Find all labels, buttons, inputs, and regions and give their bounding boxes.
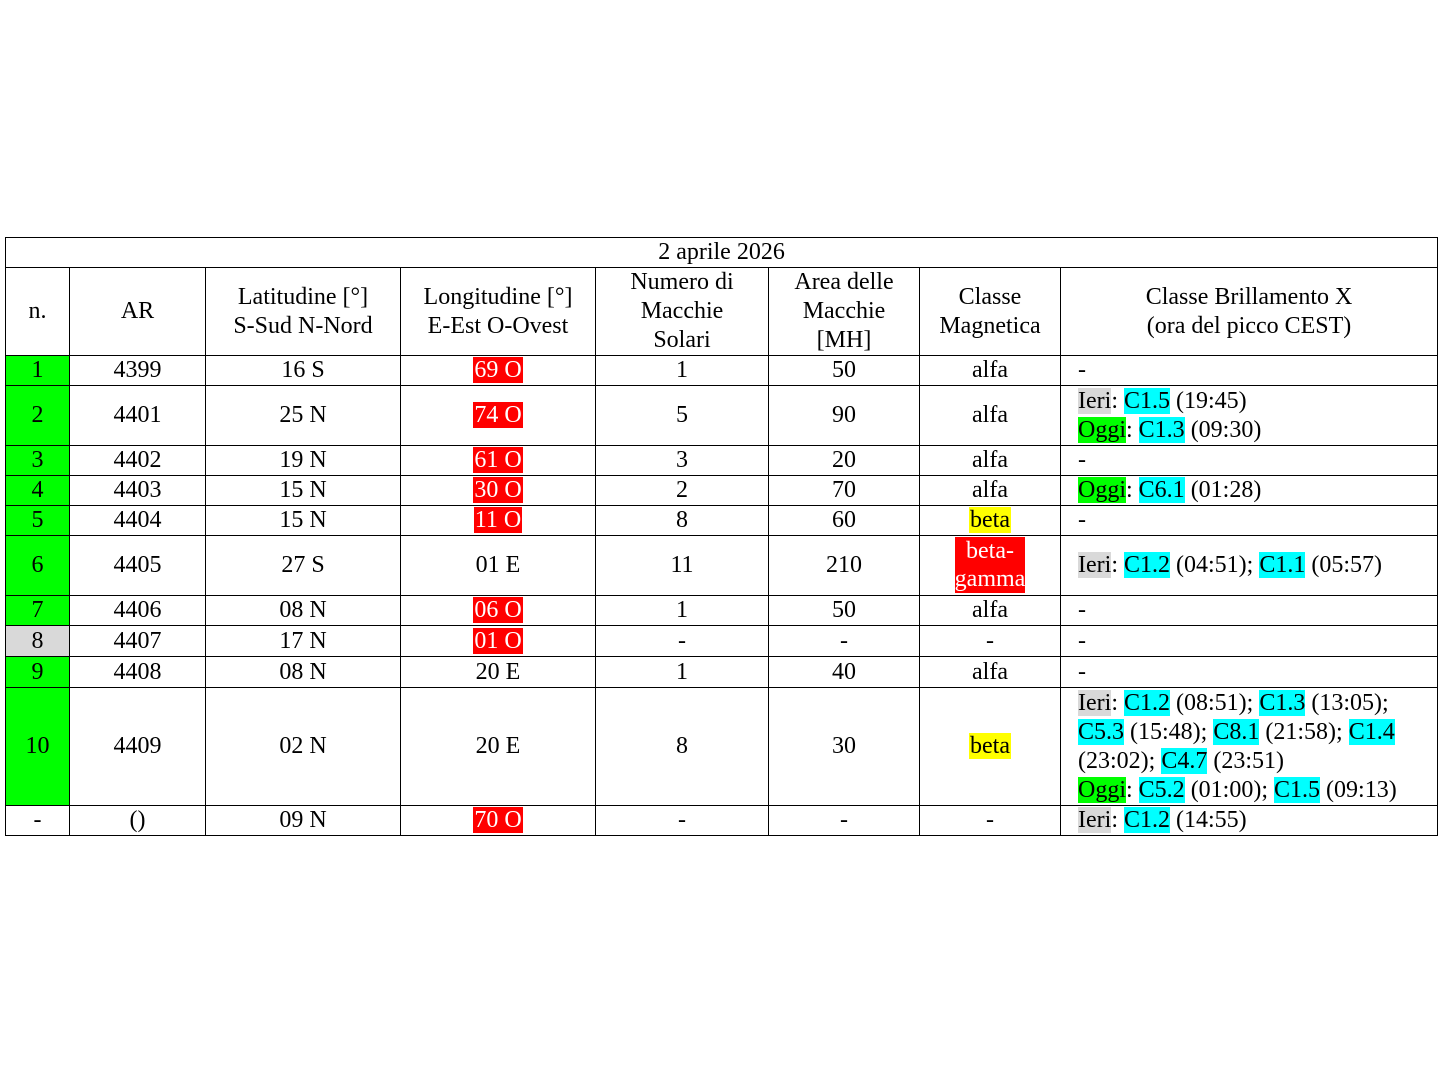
magnetic-class-value: alfa (972, 447, 1008, 473)
flare-text: (19:45) (1170, 387, 1247, 414)
longitude (401, 476, 596, 506)
header-magnetic-class-line2: Magnetica (939, 312, 1041, 339)
flare-class: C5.3 (1078, 718, 1125, 745)
latitude: 15 N (206, 506, 401, 536)
flare-text: - (1078, 507, 1086, 533)
sunspot-area: 30 (769, 688, 920, 806)
active-region: () (70, 806, 206, 836)
sunspot-area: 50 (769, 356, 920, 386)
flare-text: : (1126, 477, 1139, 503)
flare-events (1061, 506, 1438, 536)
sunspot-area: 70 (769, 476, 920, 506)
magnetic-class-value: alfa (972, 402, 1008, 428)
flare-class: C1.1 (1259, 552, 1306, 578)
sunspot-number: 2 (596, 476, 769, 506)
flare-day-label: Ieri (1078, 552, 1112, 578)
flare-text: (05:57) (1305, 552, 1382, 578)
flare-text: (21:58); (1259, 718, 1349, 745)
header-sunspot-number-line1: Numero di (630, 269, 734, 295)
row-number: 2 (6, 386, 70, 446)
header-n: n. (6, 268, 70, 356)
longitude (401, 596, 596, 626)
flare-class: C1.5 (1123, 387, 1170, 414)
magnetic-class (920, 657, 1061, 688)
latitude: 15 N (206, 476, 401, 506)
sunspot-number: - (596, 626, 769, 657)
flare-text: - (1078, 627, 1086, 654)
sunspot-number: 8 (596, 688, 769, 806)
magnetic-class (920, 446, 1061, 476)
header-flare-class-line1: Classe Brillamento X (1145, 283, 1353, 310)
flare-events (1061, 446, 1438, 476)
flare-text: - (1078, 597, 1086, 623)
flare-text: - (1078, 447, 1086, 473)
sunspot-number: - (596, 806, 769, 836)
header-sunspot-number (596, 268, 769, 356)
flare-class: C6.1 (1138, 477, 1185, 503)
latitude: 08 N (206, 596, 401, 626)
longitude (401, 536, 596, 596)
sunspot-area: 210 (769, 536, 920, 596)
row-number: 7 (6, 596, 70, 626)
latitude: 16 S (206, 356, 401, 386)
header-longitude (401, 268, 596, 356)
magnetic-class (920, 596, 1061, 626)
latitude: 17 N (206, 626, 401, 657)
flare-class: C5.2 (1138, 776, 1185, 803)
header-sunspot-area-line1: Area delle (794, 269, 894, 295)
flare-text: - (1078, 658, 1086, 685)
flare-class: C1.5 (1274, 776, 1321, 803)
active-region: 4406 (70, 596, 206, 626)
sunspot-table (5, 237, 1438, 836)
flare-text: (14:55) (1170, 807, 1247, 833)
flare-events (1061, 806, 1438, 836)
header-latitude (206, 268, 401, 356)
flare-events (1061, 476, 1438, 506)
flare-text: (13:05); (1305, 689, 1389, 716)
header-magnetic-class-line1: Classe (958, 283, 1022, 310)
magnetic-class (920, 626, 1061, 657)
sunspot-area: 40 (769, 657, 920, 688)
magnetic-class (920, 506, 1061, 536)
header-magnetic-class (920, 268, 1061, 356)
header-sunspot-number-line2: Macchie (640, 298, 724, 324)
active-region: 4409 (70, 688, 206, 806)
sunspot-number: 1 (596, 596, 769, 626)
flare-events (1061, 596, 1438, 626)
magnetic-class-value: beta (970, 507, 1010, 533)
row-number: 9 (6, 657, 70, 688)
flare-text: (01:28) (1184, 477, 1262, 503)
header-latitude-line2: S-Sud N-Nord (233, 312, 373, 339)
longitude-value: 01 E (475, 552, 521, 578)
flare-class: C1.3 (1138, 416, 1185, 443)
longitude (401, 356, 596, 386)
row-number: 1 (6, 356, 70, 386)
magnetic-class (920, 386, 1061, 446)
active-region: 4403 (70, 476, 206, 506)
magnetic-class-value: alfa (972, 597, 1008, 623)
flare-day-label: Oggi (1078, 477, 1126, 503)
longitude-value: 11 O (474, 507, 522, 533)
header-sunspot-area (769, 268, 920, 356)
flare-class: C1.2 (1123, 552, 1170, 578)
magnetic-class-value: beta (970, 733, 1010, 759)
flare-text: (23:51) (1207, 747, 1284, 774)
table-row (6, 626, 1438, 657)
active-region: 4407 (70, 626, 206, 657)
magnetic-class-part: beta- (966, 538, 1014, 564)
flare-text: (15:48); (1124, 718, 1214, 745)
longitude (401, 386, 596, 446)
longitude (401, 446, 596, 476)
flare-day-label: Oggi (1078, 776, 1126, 803)
table-row (6, 657, 1438, 688)
active-region: 4399 (70, 356, 206, 386)
flare-class: C1.3 (1259, 689, 1306, 716)
flare-text: : (1111, 689, 1124, 716)
magnetic-class-value (955, 537, 1026, 593)
sunspot-number: 11 (596, 536, 769, 596)
flare-text: : (1126, 776, 1139, 803)
table-row (6, 476, 1438, 506)
flare-text: : (1126, 416, 1139, 443)
flare-class: C8.1 (1213, 718, 1260, 745)
longitude (401, 688, 596, 806)
magnetic-class-value: - (986, 807, 994, 833)
longitude-value: 30 O (474, 477, 522, 503)
magnetic-class-value: alfa (972, 658, 1008, 685)
sunspot-area: 90 (769, 386, 920, 446)
magnetic-class (920, 806, 1061, 836)
flare-text: (09:30) (1184, 416, 1262, 443)
header-sunspot-area-line3: [MH] (816, 327, 872, 353)
longitude-value: 20 E (475, 658, 521, 685)
active-region: 4404 (70, 506, 206, 536)
header-ar: AR (70, 268, 206, 356)
sunspot-area: - (769, 806, 920, 836)
sunspot-area: 20 (769, 446, 920, 476)
flare-text: (01:00); (1184, 776, 1275, 803)
table-row (6, 688, 1438, 806)
table-row (6, 386, 1438, 446)
sunspot-number: 1 (596, 657, 769, 688)
active-region: 4401 (70, 386, 206, 446)
active-region: 4408 (70, 657, 206, 688)
longitude-value: 69 O (474, 357, 522, 383)
flare-text: (08:51); (1170, 689, 1260, 716)
table-row (6, 596, 1438, 626)
flare-day-label: Ieri (1078, 689, 1112, 716)
magnetic-class-value: - (986, 627, 994, 654)
sunspot-area: 50 (769, 596, 920, 626)
sunspot-number: 5 (596, 386, 769, 446)
flare-day-label: Oggi (1078, 416, 1126, 443)
latitude: 27 S (206, 536, 401, 596)
table-row (6, 506, 1438, 536)
magnetic-class (920, 476, 1061, 506)
row-number: 5 (6, 506, 70, 536)
flare-events (1061, 356, 1438, 386)
magnetic-class (920, 688, 1061, 806)
longitude-value: 61 O (474, 447, 522, 473)
flare-text: - (1078, 357, 1086, 383)
magnetic-class (920, 356, 1061, 386)
magnetic-class (920, 536, 1061, 596)
header-sunspot-number-line3: Solari (653, 327, 711, 353)
table-title: 2 aprile 2026 (6, 238, 1438, 268)
magnetic-class-part: gamma (954, 566, 1026, 592)
flare-events (1061, 688, 1438, 806)
header-latitude-line1: Latitudine [°] (237, 283, 369, 310)
longitude (401, 806, 596, 836)
row-number: 8 (6, 626, 70, 657)
latitude: 09 N (206, 806, 401, 836)
flare-class: C1.2 (1123, 807, 1170, 833)
flare-text: (23:02); (1078, 747, 1162, 774)
flare-day-label: Ieri (1078, 387, 1112, 414)
longitude (401, 626, 596, 657)
header-flare-class-line2: (ora del picco CEST) (1146, 312, 1352, 339)
latitude: 19 N (206, 446, 401, 476)
sunspot-area: - (769, 626, 920, 657)
flare-events (1061, 657, 1438, 688)
row-number: 4 (6, 476, 70, 506)
longitude-value: 70 O (474, 807, 522, 833)
sunspot-number: 8 (596, 506, 769, 536)
sunspot-number: 1 (596, 356, 769, 386)
table-row (6, 806, 1438, 836)
longitude-value: 01 O (474, 627, 522, 654)
flare-events (1061, 386, 1438, 446)
header-flare-class (1061, 268, 1438, 356)
sunspot-number: 3 (596, 446, 769, 476)
row-number: 3 (6, 446, 70, 476)
row-number: - (6, 806, 70, 836)
longitude (401, 506, 596, 536)
longitude-value: 20 E (475, 733, 521, 759)
row-number: 6 (6, 536, 70, 596)
table-row (6, 446, 1438, 476)
longitude-value: 74 O (474, 402, 522, 428)
flare-day-label: Ieri (1078, 807, 1112, 833)
header-longitude-line2: E-Est O-Ovest (427, 312, 569, 339)
flare-events (1061, 626, 1438, 657)
header-row (6, 268, 1438, 356)
active-region: 4402 (70, 446, 206, 476)
latitude: 25 N (206, 386, 401, 446)
flare-text: : (1111, 387, 1124, 414)
flare-class: C4.7 (1161, 747, 1208, 774)
flare-class: C1.4 (1348, 718, 1395, 745)
flare-events (1061, 536, 1438, 596)
flare-class: C1.2 (1123, 689, 1170, 716)
longitude (401, 657, 596, 688)
flare-text: : (1111, 807, 1124, 833)
flare-text: (09:13) (1320, 776, 1397, 803)
latitude: 08 N (206, 657, 401, 688)
latitude: 02 N (206, 688, 401, 806)
longitude-value: 06 O (474, 597, 522, 623)
magnetic-class-value: alfa (972, 477, 1008, 503)
magnetic-class-value: alfa (972, 357, 1008, 383)
header-sunspot-area-line2: Macchie (802, 298, 886, 324)
flare-text: : (1111, 552, 1124, 578)
sunspot-area: 60 (769, 506, 920, 536)
table-row (6, 536, 1438, 596)
flare-text: (04:51); (1170, 552, 1260, 578)
table-row (6, 356, 1438, 386)
header-longitude-line1: Longitudine [°] (423, 283, 573, 310)
row-number: 10 (6, 688, 70, 806)
active-region: 4405 (70, 536, 206, 596)
table-body (6, 356, 1438, 836)
